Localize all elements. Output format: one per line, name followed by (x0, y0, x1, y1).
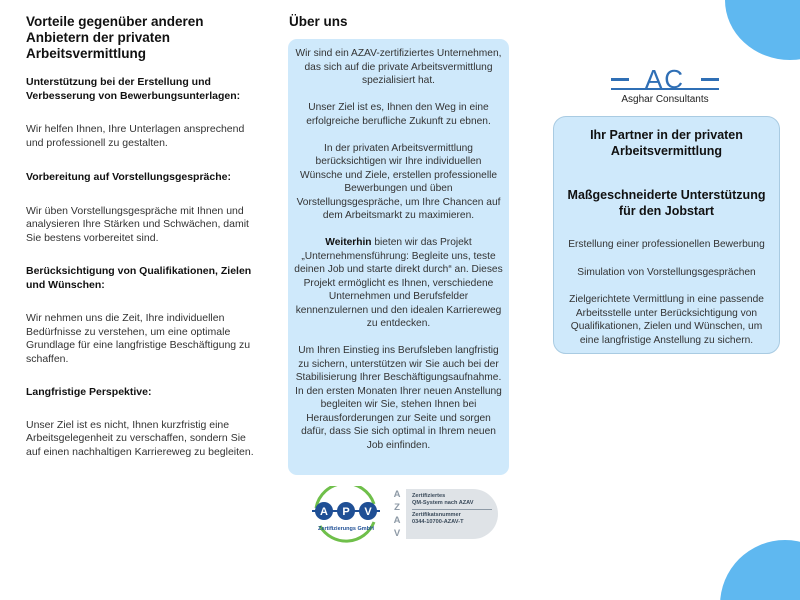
about-paragraph-3: In der privaten Arbeitsvermittlung berücksichtigen wir Ihre individuellen Wünsche und Ziele, erstellen professionelle Bewerbungen und üben Vorstellungsgespräche, um Ihre Chancen auf dem Arbeitsmarkt zu maximieren. (296, 142, 501, 221)
company-logo (605, 60, 725, 110)
about-paragraph-1: Wir sind ein AZAV-zertifiziertes Unternehmen, das sich auf die private Arbeitsvermittlung spezialisiert hat. (295, 48, 502, 86)
services-heading-partner: Ihr Partner in der privaten Arbeitsvermittlung (590, 128, 743, 158)
about-title: Über uns (289, 14, 348, 29)
azav-letter: Z (394, 502, 400, 513)
azav-letter: V (393, 528, 401, 539)
apv-letter-v: V (364, 506, 372, 518)
company-logo-letters: AC (644, 64, 686, 94)
azav-letter: A (393, 489, 401, 500)
section-heading-perspektive: Langfristige Perspektive: (26, 386, 152, 398)
service-item-bewerbung: Erstellung einer professionellen Bewerbung (568, 239, 765, 250)
corner-decoration-bottom-right (720, 540, 800, 600)
section-text-perspektive: Unser Ziel ist es nicht, Ihnen kurzfristig eine Arbeitsgelegenheit zu verschaffen, sondern Sie auf einen nachhaltigen Karriereweg zu begleiten. (26, 418, 254, 458)
apv-subtitle: Zertifizierungs GmbH (318, 526, 374, 532)
apv-letter-p: P (342, 506, 350, 518)
azav-certificate-label (406, 489, 498, 539)
service-item-vermittlung: Zielgerichtete Vermittlung in eine passende Arbeitsstelle unter Berücksichtigung von Qualifikationen, Zielen und Wünschen, um eine langfristige Anstellung zu sichern. (569, 294, 764, 346)
section-text-qualifikationen: Wir nehmen uns die Zeit, Ihre individuellen Bedürfnisse zu verstehen, um eine optimale Grundlage für eine langfristige Beschäftigung zu schaffen. (26, 312, 251, 365)
apv-certification-logo (308, 486, 384, 544)
azav-line-2: QM-System nach AZAV (412, 500, 474, 506)
section-text-bewerbungsunterlagen: Wir helfen Ihnen, Ihre Unterlagen ansprechend und professionell zu gestalten. (26, 123, 245, 149)
service-item-simulation: Simulation von Vorstellungsgesprächen (577, 266, 756, 278)
about-paragraph-4 (294, 236, 503, 331)
left-column (26, 14, 256, 459)
company-logo-mark (605, 64, 725, 94)
section-heading-vorstellungsgespraeche: Vorbereitung auf Vorstellungsgespräche: (26, 171, 231, 183)
services-box (553, 116, 780, 354)
services-heading-jobstart: Maßgeschneiderte Unterstützung für den Jobstart (567, 188, 766, 218)
left-title: Vorteile gegenüber anderen Anbietern der privaten Arbeitsvermittlung (26, 14, 204, 61)
section-heading-bewerbungsunterlagen: Unterstützung bei der Erstellung und Verbesserung von Bewerbungsunterlagen: (26, 76, 241, 102)
section-heading-qualifikationen: Berücksichtigung von Qualifikationen, Zielen und Wünschen: (26, 265, 252, 291)
company-name: Asghar Consultants (621, 94, 709, 105)
azav-line-1: Zertifiziertes (412, 493, 446, 499)
certification-badges (308, 486, 493, 544)
about-paragraph-4-rest: bieten wir das Projekt „Unternehmensführung: Begleite uns, teste deinen Job und starte direkt durch“ an. Dieses Projekt ermöglicht es Ihnen, verschiedene Unternehmen und Berufsfelder kennenzulernen und den idealen Karriereweg zu entdecken. (294, 237, 503, 329)
about-paragraph-5: Um Ihren Einstieg ins Berufsleben langfristig zu sichern, unterstützen wir Sie auch bei der Stabilisierung Ihrer Beschäftigungsaufnahme. In den ersten Monaten Ihrer neuen Anstellung begleiten wir Sie, stehen Ihnen bei Herausforderungen zur Seite und sorgen dafür, dass Sie sich optimal in Ihrem neuen Job einfinden. (295, 345, 502, 451)
section-text-vorstellungsgespraeche: Wir üben Vorstellungsgespräche mit Ihnen und analysieren Ihre Stärken und Schwächen, damit Sie bestens vorbereitet sind. (26, 204, 249, 244)
azav-line-4: 0344-10700-AZAV-T (412, 519, 464, 525)
azav-vertical-mark (390, 488, 404, 540)
about-paragraph-4-bold: Weiterhin (325, 237, 372, 248)
corner-decoration-top-right (725, 0, 800, 60)
azav-line-3: Zertifikatsnummer (412, 512, 461, 518)
azav-letter: A (393, 515, 401, 526)
about-box (288, 39, 509, 475)
apv-letter-a: A (320, 506, 328, 518)
azav-divider (412, 509, 492, 510)
about-paragraph-2: Unser Ziel ist es, Ihnen den Weg in eine erfolgreiche berufliche Zukunft zu ebnen. (306, 102, 491, 127)
